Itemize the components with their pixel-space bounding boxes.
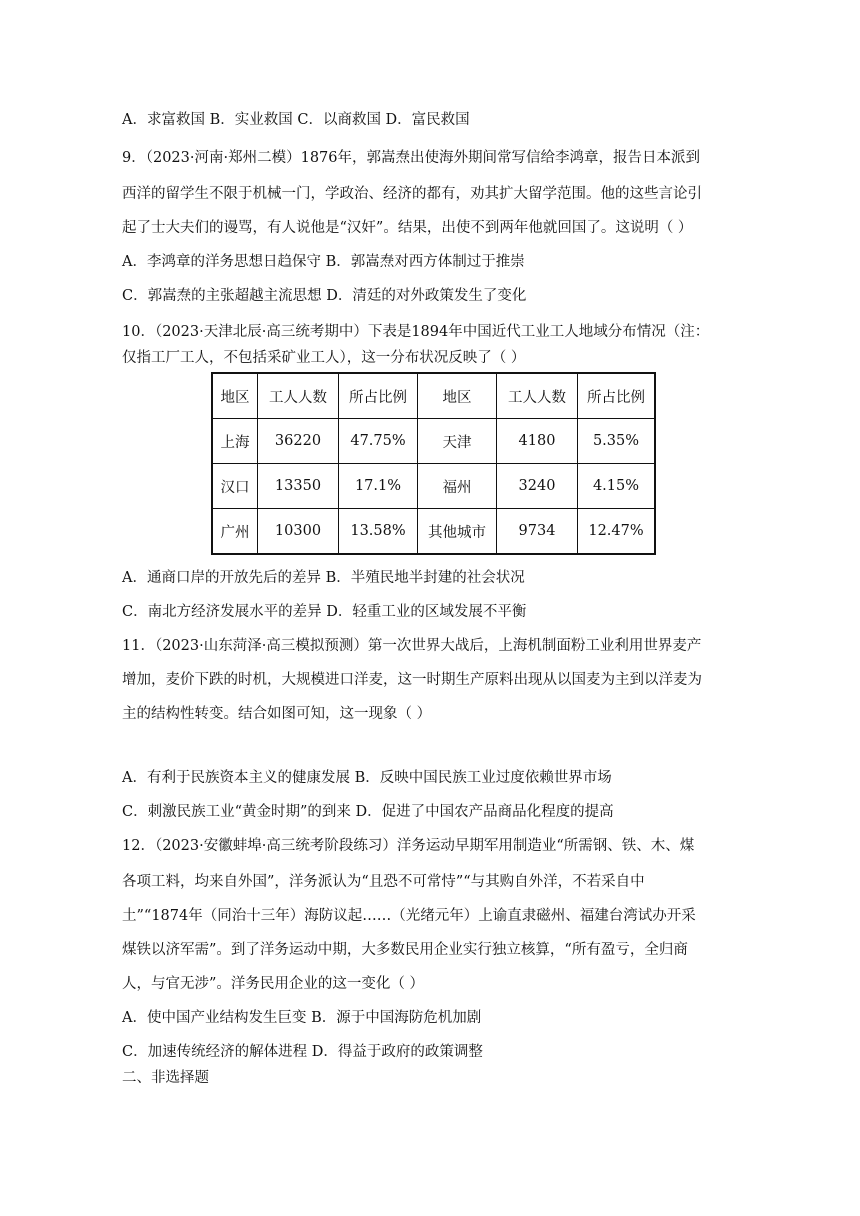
table-cell: 9734	[497, 509, 578, 555]
table-header-cell: 工人人数	[497, 373, 578, 419]
q12-stem-line-4: 煤铁以济军需”。到了洋务运动中期，大多数民用企业实行独立核算，“所有盈亏，全归商	[122, 942, 688, 958]
table-header-cell: 工人人数	[258, 373, 339, 419]
table-cell: 10300	[258, 509, 339, 555]
q12-options-line-1: A．使中国产业结构发生巨变 B．源于中国海防危机加剧	[122, 1010, 482, 1026]
q8-options: A．求富救国 B．实业救国 C．以商救国 D．富民救国	[122, 112, 470, 128]
table-header-cell: 所占比例	[339, 373, 418, 419]
table-cell: 4180	[497, 419, 578, 464]
table-header-cell: 地区	[418, 373, 497, 419]
table-cell: 3240	[497, 464, 578, 509]
table-row	[212, 509, 655, 555]
section-heading: 二、非选择题	[122, 1070, 209, 1086]
q12-options-line-2: C．加速传统经济的解体进程 D．得益于政府的政策调整	[122, 1044, 483, 1060]
q9-options-line-2: C．郭嵩焘的主张超越主流思想 D．清廷的对外政策发生了变化	[122, 288, 527, 304]
q9-stem-line-3: 起了士大夫们的谩骂，有人说他是“汉奸”。结果，出使不到两年他就回国了。这说明（ ）	[122, 220, 693, 236]
q11-options-line-1: A．有利于民族资本主义的健康发展 B．反映中国民族工业过度依赖世界市场	[122, 770, 612, 786]
table-header-cell: 所占比例	[578, 373, 656, 419]
table-header-cell: 地区	[212, 373, 258, 419]
table-cell: 5.35%	[578, 419, 656, 464]
worker-distribution-table	[211, 372, 656, 555]
table-cell: 天津	[418, 419, 497, 464]
table-cell: 4.15%	[578, 464, 656, 509]
q9-stem-line-1: 9．（2023·河南·郑州二模）1876年，郭嵩焘出使海外期间常写信给李鸿章，报告日本派到	[122, 150, 700, 166]
q11-stem-line-1: 11．（2023·山东菏泽·高三模拟预测）第一次世界大战后，上海机制面粉工业利用世界麦产	[122, 638, 702, 654]
table-cell: 福州	[418, 464, 497, 509]
q9-options-line-1: A．李鸿章的洋务思想日趋保守 B．郭嵩焘对西方体制过于推崇	[122, 254, 525, 270]
table-cell: 13350	[258, 464, 339, 509]
table-cell: 上海	[212, 419, 258, 464]
table-row	[212, 464, 655, 509]
q10-options-line-1: A．通商口岸的开放先后的差异 B．半殖民地半封建的社会状况	[122, 570, 525, 586]
q11-stem-line-2: 增加，麦价下跌的时机，大规模进口洋麦，这一时期生产原料出现从以国麦为主到以洋麦为	[122, 672, 702, 688]
q9-stem-line-2: 西洋的留学生不限于机械一门，学政治、经济的都有，劝其扩大留学范围。他的这些言论引	[122, 186, 702, 202]
table-cell: 广州	[212, 509, 258, 555]
q11-stem-line-3: 主的结构性转变。结合如图可知，这一现象（ ）	[122, 706, 432, 722]
q12-stem-line-5: 人，与官无涉”。洋务民用企业的这一变化（ ）	[122, 976, 425, 992]
table-row	[212, 419, 655, 464]
table-cell: 13.58%	[339, 509, 418, 555]
q10-options-line-2: C．南北方经济发展水平的差异 D．轻重工业的区域发展不平衡	[122, 604, 527, 620]
table-header-row	[212, 373, 655, 419]
q12-stem-line-1: 12．（2023·安徽蚌埠·高三统考阶段练习）洋务运动早期军用制造业“所需钢、铁、木、煤	[122, 838, 695, 854]
table-cell: 汉口	[212, 464, 258, 509]
table-cell: 47.75%	[339, 419, 418, 464]
q10-stem-line-1: 10．（2023·天津北辰·高三统考期中）下表是1894年中国近代工业工人地域分布情况（注：	[122, 324, 710, 340]
table-cell: 12.47%	[578, 509, 656, 555]
table-cell: 36220	[258, 419, 339, 464]
q11-options-line-2: C．刺激民族工业“黄金时期”的到来 D．促进了中国农产品商品化程度的提高	[122, 804, 614, 820]
q10-stem-line-2: 仅指工厂工人，不包括采矿业工人），这一分布状况反映了（ ）	[122, 350, 526, 366]
table-cell: 其他城市	[418, 509, 497, 555]
q12-stem-line-2: 各项工料，均来自外国”，洋务派认为“且恐不可常恃”“与其购自外洋，不若采自中	[122, 874, 645, 890]
table-cell: 17.1%	[339, 464, 418, 509]
q12-stem-line-3: 土”“1874年（同治十三年）海防议起……（光绪元年）上谕直隶磁州、福建台湾试办开采	[122, 908, 696, 924]
